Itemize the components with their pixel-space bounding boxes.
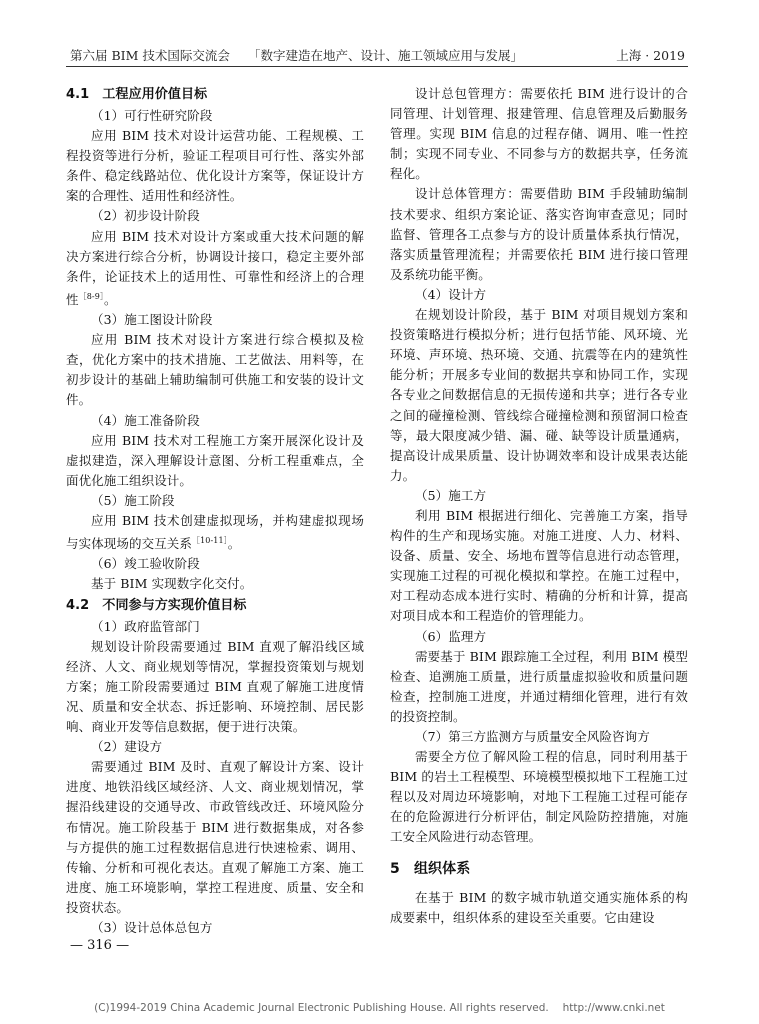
paragraph-construction-prep: 应用 BIM 技术对工程施工方案开展深化设计及虚拟建造，深入理解设计意图、分析工程重难点，全面优化施工组织设计。 [66,432,364,488]
header-rule [66,66,688,67]
paragraph-supervisor: 需要基于 BIM 跟踪施工全过程，利用 BIM 模型检查、追溯施工质量，进行质量虚拟验收和质量问题检查，控制施工进度，并通过精细化管理，进行有效的投资控制。 [390,648,688,724]
running-header [70,46,685,68]
paragraph-feasibility: 应用 BIM 技术对设计运营功能、工程规模、工程投资等进行分析，验证工程项目可行性、落实外部条件、稳定线路站位、优化设计方案等，保证设计方案的合理性、适用性和经济性。 [66,128,364,204]
right-column [390,84,688,928]
paragraph-construction: 应用 BIM 技术创建虚拟现场，并构建虚拟现场与实体现场的交互关系$^{[10-11]}$。 [66,513,364,552]
subheading-construction-prep: （4）施工准备阶段 [91,412,200,428]
subheading-supervisor: （6）监理方 [415,628,487,644]
subheading-acceptance: （6）竣工验收阶段 [91,556,200,572]
page-number: — 316 — [70,938,130,953]
paragraph-organization: 在基于 BIM 的数字城市轨道交通实施体系的构成要素中，组织体系的建设至关重要。它由建设 [390,889,688,925]
subheading-government: （1）政府监管部门 [91,618,200,634]
paragraph-design-contract-manager: 设计总包管理方：需要依托 BIM 进行设计的合同管理、计划管理、报建管理、信息管理及后勤服务管理。实现 BIM 信息的过程存储、调用、唯一性控制；实现不同专业、不同参与方的数据共享，任务流程化。 [390,86,688,182]
citation-10-11: ［10-11］ [192,536,228,546]
subheading-owner: （2）建设方 [91,739,163,755]
paragraph-construction-drawing: 应用 BIM 技术对设计方案进行综合模拟及检查，优化方案中的技术措施、工艺做法、用料等，在初步设计的基础上辅助编制可供施工和安装的设计文件。 [66,332,364,408]
paragraph-government: 规划设计阶段需要通过 BIM 直观了解沿线区域经济、人文、商业规划等情况，掌握投资策划与规划方案；施工阶段需要通过 BIM 直观了解施工进度情况、质量和安全状态、拆迁影响、环境控制、居民影响、商业开发等信息数据，便于进行决策。 [66,638,364,735]
left-column [66,84,364,938]
subheading-design-general: （3）设计总体总包方 [91,919,213,935]
subheading-designer: （4）设计方 [415,286,487,302]
subheading-preliminary-design: （2）初步设计阶段 [91,208,200,224]
paragraph-owner: 需要通过 BIM 及时、直观了解设计方案、设计进度、地铁沿线区域经济、人文、商业规划情况，掌握沿线建设的交通导改、市政管线改迁、环境风险分布情况。施工阶段基于 BIM 进行数据集成，对各参与方提供的施工过程数据信息进行快速检索、调用、传输、分析和可视化表达。直观了解施工方案、施工进度、施工环境影响，掌控工程进度、质量、安全和投资状态。 [66,759,364,915]
subheading-construction-drawing: （3）施工图设计阶段 [91,312,213,328]
paragraph-designer: 在规划设计阶段，基于 BIM 对项目规划方案和投资策略进行模拟分析；进行包括节能、风环境、光环境、声环境、热环境、交通、抗震等在内的建筑性能分析；开展多专业间的数据共享和协同工作，实现各专业之间数据信息的无损传递和共享；进行各专业之间的碰撞检测、管线综合碰撞检测和预留洞口检查等，最大限度减少错、漏、碰、缺等设计质量通病，提高设计成果质量、设计协调效率和设计成果表达能力。 [390,307,688,483]
subheading-feasibility: （1）可行性研究阶段 [91,108,213,123]
paragraph-preliminary-design: 应用 BIM 技术对设计方案或重大技术问题的解决方案进行综合分析，协调设计接口，稳定主要外部条件，论证技术上的适用性、可靠性和经济上的合理性$^{[8-9]}$。 [66,228,364,307]
paragraph-design-general-manager: 设计总体管理方：需要借助 BIM 手段辅助编制技术要求、组织方案论证、落实咨询审查意见；同时监督、管理各工点参与方的设计质量体系执行情况，落实质量管理流程；并需要依托 BIM 进行接口管理及系统功能平衡。 [390,186,688,282]
subheading-third-party: （7）第三方监测方与质量安全风险咨询方 [415,729,650,744]
section-4-1-heading: 4.1 工程应用价值目标 [66,87,208,102]
conference-theme: 「数字建造在地产、设计、施工领域应用与发展」 [248,48,524,63]
paragraph-third-party: 需要全方位了解风险工程的信息，同时利用基于 BIM 的岩土工程模型、环境模型模拟地下工程施工过程以及对周边环境影响，对地下工程施工过程可能存在的危险源进行分析评估，制定风险防控措施，对施工安全风险进行动态管理。 [390,749,688,845]
paragraph-preliminary-design-text: 应用 BIM 技术对设计方案或重大技术问题的解决方案进行综合分析，协调设计接口，稳定主要外部条件，论证技术上的适用性、可靠性和经济上的合理性 [66,228,364,307]
paragraph-acceptance: 基于 BIM 实现数字化交付。 [91,576,253,592]
subheading-contractor: （5）施工方 [415,487,487,503]
section-4-2-heading: 4.2 不同参与方实现价值目标 [66,597,247,613]
citation-8-9: ［8-9］ [78,291,104,301]
conference-name: 第六届 BIM 技术国际交流会 [70,48,230,63]
copyright-footer: (C)1994-2019 China Academic Journal Electronic Publishing House. All rights reserved. http://www.cnki.net [94,1002,665,1014]
paragraph-construction-text: 应用 BIM 技术创建虚拟现场，并构建虚拟现场与实体现场的交互关系 [66,513,364,552]
section-5-heading: 5 组织体系 [390,860,471,877]
paragraph-contractor: 利用 BIM 根据进行细化、完善施工方案，指导构件的生产和现场实施。对施工进度、人力、材料、设备、质量、安全、场地布置等信息进行动态管理，实现施工过程的可视化模拟和掌控。在施工过程中，对工程动态成本进行实时、精确的分析和计算，提高对项目成本和工程造价的管理能力。 [390,507,688,624]
location-year: 上海 · 2019 [616,48,685,63]
subheading-construction: （5）施工阶段 [91,492,175,508]
